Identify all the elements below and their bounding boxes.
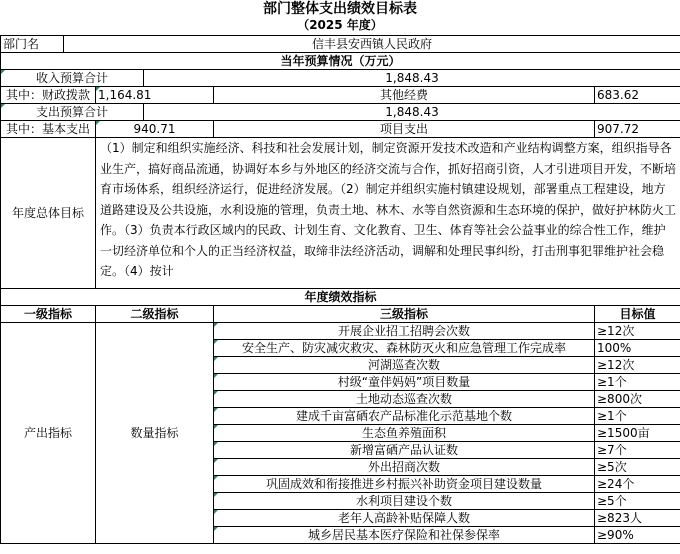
target-value: ≥1个 [595,374,680,391]
level3-indicator: 新增富硒产品认证数 [214,442,595,459]
level3-indicator: 河湖巡查次数 [214,357,595,374]
basic-expense-value: 940.71 [96,121,214,138]
document-title: 部门整体支出绩效目标表 [263,1,417,17]
dept-value: 信丰县安西镇人民政府 [64,36,680,53]
column-header-level1: 一级指标 [1,306,96,323]
fiscal-label: 其中：财政拨款 [1,87,96,104]
fiscal-value: 1,164.81 [96,87,214,104]
target-value: ≥12次 [595,357,680,374]
target-value: ≥7个 [595,442,680,459]
project-expense-label: 项目支出 [214,121,595,138]
expense-total-value: 1,848.43 [144,104,680,121]
column-header-target: 目标值 [595,306,680,323]
level3-indicator: 老年人高龄补贴保障人数 [214,510,595,527]
dept-label: 部门名 [1,36,64,53]
level1-indicator: 产出指标 [1,323,96,544]
performance-section-title: 年度绩效指标 [1,289,680,306]
target-value: ≥800次 [595,391,680,408]
level3-indicator: 水利项目建设个数 [214,493,595,510]
income-total-label: 收入预算合计 [1,70,144,87]
target-value: ≥12次 [595,323,680,340]
column-header-level2: 二级指标 [96,306,214,323]
other-funds-value: 683.62 [595,87,680,104]
document-year: （2025 年度） [297,18,383,32]
level3-indicator: 村级“童伴妈妈”项目数量 [214,374,595,391]
level2-indicator: 数量指标 [96,323,214,544]
budget-section-title: 当年预算情况（万元） [1,53,680,70]
target-value: ≥5次 [595,459,680,476]
target-value: ≥823人 [595,510,680,527]
level3-indicator: 土地动态巡查次数 [214,391,595,408]
level3-indicator: 城乡居民基本医疗保险和社保参保率 [214,527,595,544]
target-value: ≥5个 [595,493,680,510]
other-funds-label: 其他经费 [214,87,595,104]
level3-indicator: 安全生产、防灾减灾救灾、森林防灭火和应急管理工作完成率 [214,340,595,357]
project-expense-value: 907.72 [595,121,680,138]
target-value: ≥1500亩 [595,425,680,442]
annual-goal-text: （1）制定和组织实施经济、科技和社会发展计划，制定资源开发技术改造和产业结构调整方案，组织指导各业生产，搞好商品流通，协调好本乡与外地区的经济交流与合作，抓好招商引资，人才引进项目开发，不断培育市场体系，组织经济运行，促进经济发展。（2）制定并组织实施村镇建设规划，部署重点工程建设，地方道路建设及公共设施，水利设施的管理，负责土地、林木、水等自然资源和生态环境的保护，做好护林防火工作。（3）负责本行政区域内的民政、计划生育、文化教育、卫生、体育等社会公益事业的综合性工作，维护一切经济单位和个人的正当经济权益，取缔非法经济活动，调解和处理民事纠纷，打击刑事犯罪维护社会稳定。（4）按计 [96,138,680,289]
level3-indicator: 巩固成效和衔接推进乡村振兴补助资金项目建设数量 [214,476,595,493]
annual-goal-label: 年度总体目标 [1,138,96,289]
level3-indicator: 生态鱼养殖面积 [214,425,595,442]
target-value: ≥1个 [595,408,680,425]
target-value: ≥90% [595,527,680,544]
table-row [1,323,680,340]
target-value: 100% [595,340,680,357]
income-total-value: 1,848.43 [144,70,680,87]
target-value: ≥24个 [595,476,680,493]
level3-indicator: 外出招商次数 [214,459,595,476]
target-table [0,35,680,544]
level3-indicator: 建成千亩富硒农产品标准化示范基地个数 [214,408,595,425]
expense-total-label: 支出预算合计 [1,104,144,121]
column-header-level3: 三级指标 [214,306,595,323]
level3-indicator: 开展企业招工招聘会次数 [214,323,595,340]
basic-expense-label: 其中：基本支出 [1,121,96,138]
